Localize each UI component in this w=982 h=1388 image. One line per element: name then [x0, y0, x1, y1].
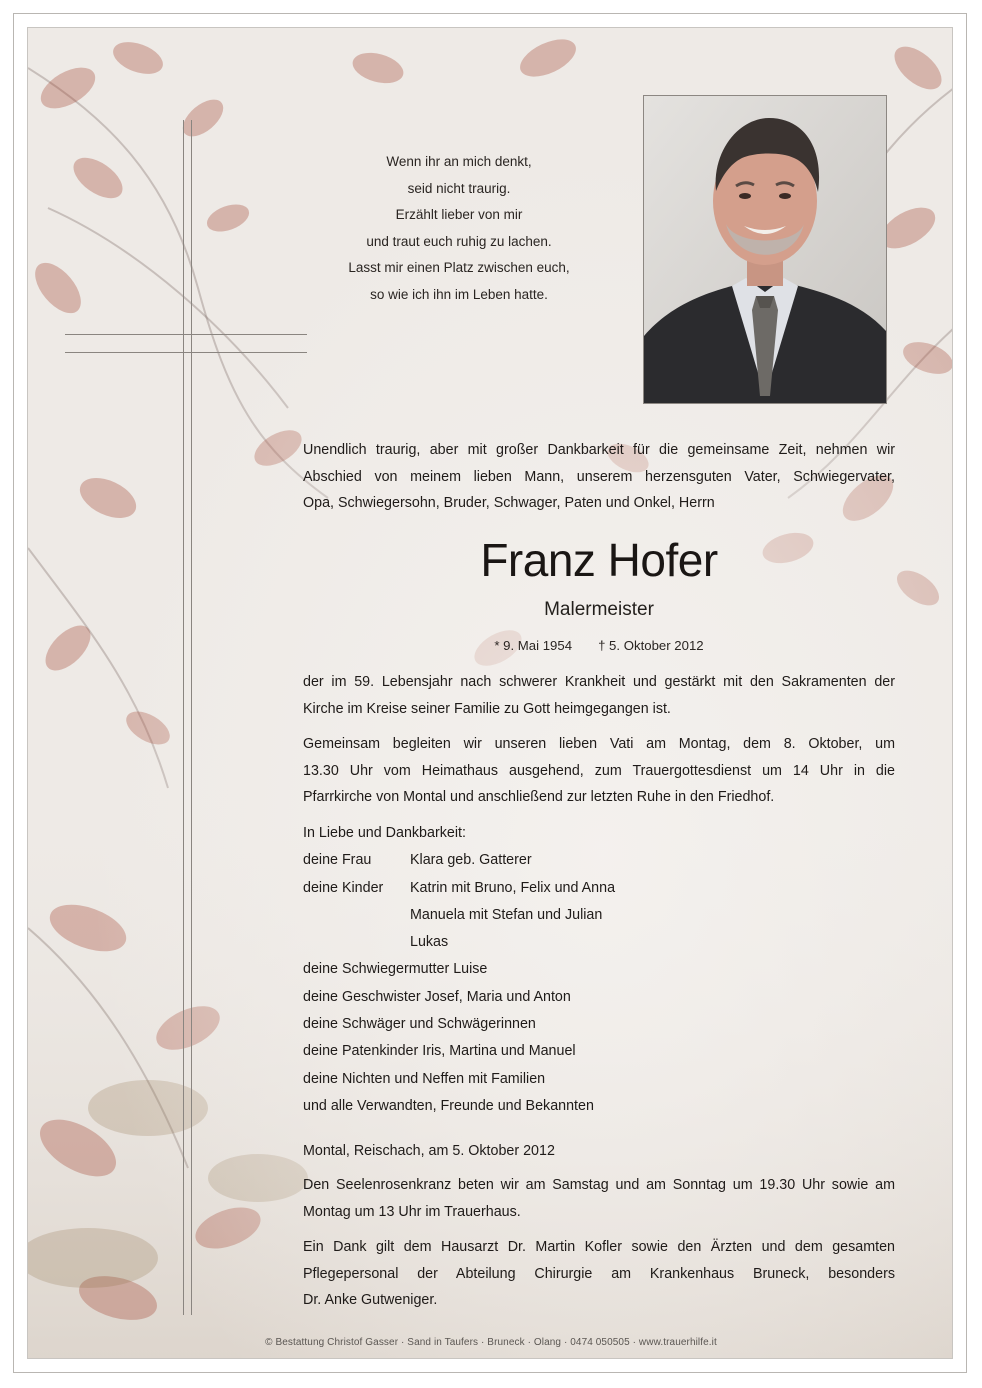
- family-row: deine Nichten und Neffen mit Familien: [303, 1070, 546, 1087]
- place-date: [303, 1138, 895, 1165]
- wife-name: Klara geb. Gatterer: [410, 852, 532, 869]
- family-row-children: [303, 929, 863, 956]
- rosary-line: Montag um 13 Uhr im Trauerhaus.: [303, 1203, 521, 1220]
- family-row: deine Geschwister Josef, Maria und Anton: [303, 988, 571, 1005]
- funeral-paragraph: [303, 731, 895, 811]
- cross-icon-vertical-2: [191, 120, 192, 1315]
- family-row: und alle Verwandten, Freunde und Bekannten: [303, 1097, 594, 1114]
- funeral-line: Gemeinsam begleiten wir unseren lieben Vati am Montag, dem 8. Oktober, um: [303, 736, 895, 752]
- family-row: deine Patenkinder Iris, Martina und Manuel: [303, 1043, 576, 1060]
- rosary-paragraph: [303, 1172, 895, 1225]
- thanks-line: Dr. Anke Gutweniger.: [303, 1292, 438, 1308]
- child-entry: Katrin mit Bruno, Felix und Anna: [410, 879, 616, 896]
- obituary-card: [27, 27, 953, 1359]
- intro-line: Unendlich traurig, aber mit großer Dankbarkeit für die gemeinsame Zeit, nehmen wir: [303, 442, 895, 458]
- family-heading: In Liebe und Dankbarkeit:: [303, 825, 466, 841]
- poem-line: Wenn ihr an mich denkt,: [386, 154, 532, 169]
- life-dates: [303, 635, 895, 657]
- intro-line: Opa, Schwiegersohn, Bruder, Schwager, Paten und Onkel, Herrn: [303, 495, 715, 511]
- funeral-line: Pfarrkirche von Montal und anschließend zur letzten Ruhe in den Friedhof.: [303, 789, 775, 805]
- poem-line: seid nicht traurig.: [407, 180, 511, 196]
- poem-line: Lasst mir einen Platz zwischen euch,: [348, 260, 570, 276]
- content-layer: [28, 28, 952, 1358]
- funeral-line: 13.30 Uhr vom Heimathaus ausgehend, zum Trauergottesdienst um 14 Uhr in die: [303, 762, 895, 779]
- portrait-photo: [643, 95, 887, 404]
- portrait-illustration: [644, 96, 886, 403]
- poem-line: und traut euch ruhig zu lachen.: [366, 233, 552, 249]
- cross-icon-horizontal-2: [65, 352, 307, 353]
- thanks-paragraph: [303, 1234, 895, 1314]
- family-row-children: [303, 902, 863, 929]
- death-date: † 5. Oktober 2012: [598, 638, 704, 653]
- wife-label: deine Frau: [303, 852, 372, 869]
- child-entry: Manuela mit Stefan und Julian: [410, 906, 603, 923]
- family-row-children: [303, 875, 863, 902]
- intro-line: Abschied von meinem lieben Mann, unserem herzensguten Vater, Schwiegervater,: [303, 468, 895, 485]
- family-row: deine Schwäger und Schwägerinnen: [303, 1016, 536, 1033]
- rosary-line: Den Seelenrosenkranz beten wir am Samstag und am Sonntag um 19.30 Uhr sowie am: [303, 1177, 895, 1193]
- deceased-name: Franz Hofer: [480, 534, 718, 586]
- children-label: deine Kinder: [303, 879, 384, 896]
- child-entry: Lukas: [410, 934, 449, 951]
- poem-line: Erzählt lieber von mir: [395, 207, 523, 223]
- cross-icon-vertical-1: [183, 120, 184, 1315]
- cross-icon-horizontal-1: [65, 334, 307, 335]
- profession: Malermeister: [544, 599, 654, 620]
- passing-line: Kirche im Kreise seiner Familie zu Gott heimgegangen ist.: [303, 700, 671, 717]
- passing-line: der im 59. Lebensjahr nach schwerer Krankheit und gestärkt mit den Sakramenten der: [303, 674, 895, 690]
- intro-paragraph: [303, 437, 895, 517]
- place-date-line: Montal, Reischach, am 5. Oktober 2012: [303, 1143, 555, 1159]
- thanks-line: Pflegepersonal der Abteilung Chirurgie am Krankenhaus Bruneck, besonders: [303, 1265, 895, 1282]
- family-row-wife: [303, 847, 863, 874]
- family-row: deine Schwiegermutter Luise: [303, 961, 488, 978]
- thanks-line: Ein Dank gilt dem Hausarzt Dr. Martin Kofler sowie den Ärzten und dem gesamten: [303, 1239, 895, 1255]
- birth-date: * 9. Mai 1954: [494, 638, 573, 653]
- poem: [320, 149, 598, 309]
- poem-line: so wie ich ihn im Leben hatte.: [370, 286, 548, 302]
- passing-paragraph: [303, 669, 895, 722]
- family-list: [303, 820, 863, 1120]
- footer-credit: © Bestattung Christof Gasser · Sand in Taufers · Bruneck · Olang · 0474 050505 · www.trauerhilfe.it: [265, 1337, 717, 1348]
